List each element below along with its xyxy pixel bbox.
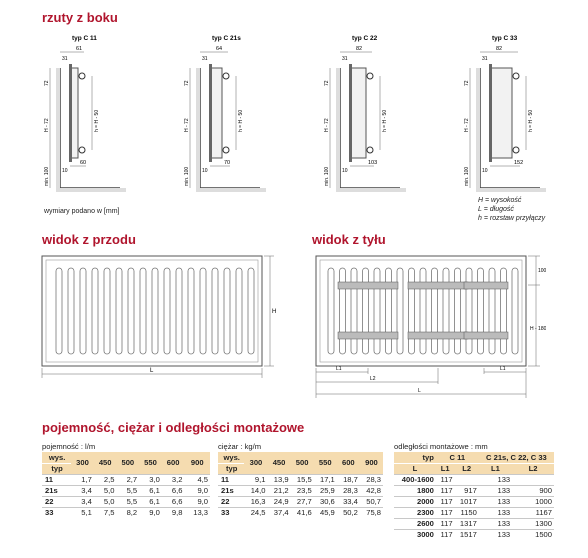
back-fin	[363, 268, 369, 354]
capacity-h2: 500	[116, 452, 139, 474]
mounting-row	[394, 507, 554, 518]
front-fin	[164, 268, 170, 354]
capacity-cell: 4,5	[184, 474, 210, 485]
weight-cell: 14,0	[244, 485, 267, 496]
capacity-cell: 3,4	[71, 496, 94, 507]
h72-dim: 72	[324, 80, 330, 86]
weight-row	[218, 496, 383, 507]
capacity-cell: 2,7	[116, 474, 139, 485]
capacity-head-wys: wys.	[42, 452, 71, 463]
back-fin	[455, 268, 461, 354]
back-view-drawing	[306, 250, 546, 400]
weight-head-typ: typ	[218, 463, 244, 474]
mounting-cell-c22_l2: 900	[512, 485, 554, 496]
top-connection	[223, 73, 229, 79]
capacity-h0: 300	[71, 452, 94, 474]
back-fin	[466, 268, 472, 354]
floor-hatch	[56, 188, 126, 192]
weight-cell: 24,9	[267, 496, 290, 507]
weight-row-typ: 22	[218, 496, 244, 507]
top-connection	[367, 73, 373, 79]
back-l1-right: L1	[500, 366, 506, 372]
front-fin	[200, 268, 206, 354]
front-fin	[236, 268, 242, 354]
bottom-dim: 70	[224, 160, 231, 166]
top-connection	[513, 73, 519, 79]
weight-row	[218, 507, 383, 518]
h72-dim: 72	[464, 80, 470, 86]
hm72-dim: H - 72	[184, 118, 190, 132]
mounting-cell-c11_l2: 1017	[455, 496, 479, 507]
capacity-cell: 3,4	[71, 485, 94, 496]
hm50-dim: h = H - 50	[94, 109, 100, 132]
capacity-cell: 9,8	[162, 507, 185, 518]
capacity-cell: 6,1	[139, 485, 162, 496]
back-fin	[478, 268, 484, 354]
floor-hatch	[476, 188, 546, 192]
h72-dim: 72	[184, 80, 190, 86]
mounting-cell-c11_l1: 117	[436, 507, 455, 518]
capacity-cell: 8,2	[116, 507, 139, 518]
d1-dim: 31	[202, 56, 208, 62]
weight-cell: 18,7	[337, 474, 360, 485]
weight-cell: 25,9	[314, 485, 337, 496]
radiator-section	[350, 68, 366, 158]
weight-h4: 600	[337, 452, 360, 474]
bottom-connection	[367, 147, 373, 153]
mounting-subhead-row	[394, 463, 554, 474]
floor-hatch	[336, 188, 406, 192]
weight-row-typ: 21s	[218, 485, 244, 496]
wall-hatch	[56, 68, 60, 192]
weight-cell: 21,2	[267, 485, 290, 496]
weight-head-row	[218, 452, 383, 463]
front-fin	[224, 268, 230, 354]
side-view-type: typ C 22	[352, 35, 378, 42]
mounting-cell-c22_l1: 133	[479, 507, 512, 518]
capacity-cell: 1,7	[71, 474, 94, 485]
mounting-head-c11-l1: L1	[436, 463, 455, 474]
bottom-dim: 60	[80, 160, 87, 166]
top-dim: 64	[216, 46, 223, 52]
mounting-row	[394, 474, 554, 485]
weight-cell: 50,7	[360, 496, 383, 507]
front-view-title: widok z przodu	[42, 232, 136, 247]
weight-cell: 13,9	[267, 474, 290, 485]
mounting-cell-c22_l1: 133	[479, 485, 512, 496]
weight-h2: 500	[291, 452, 314, 474]
weight-h3: 550	[314, 452, 337, 474]
weight-h0: 300	[244, 452, 267, 474]
mounting-cell-c11_l1: 117	[436, 518, 455, 529]
front-fin	[116, 268, 122, 354]
front-fin	[128, 268, 134, 354]
weight-h5: 900	[360, 452, 383, 474]
side-views-drawing	[0, 28, 588, 203]
hm50-dim: h = H - 50	[528, 109, 534, 132]
d2-dim: 10	[342, 168, 348, 174]
weight-cell: 42,8	[360, 485, 383, 496]
mounting-cell-L: 2000	[394, 496, 436, 507]
mounting-cell-c11_l2: 1317	[455, 518, 479, 529]
back-fin	[340, 268, 346, 354]
mounting-cell-L: 1800	[394, 485, 436, 496]
capacity-cell: 9,0	[184, 485, 210, 496]
bottom-connection	[223, 147, 229, 153]
back-h180-label: H - 180	[530, 326, 546, 332]
mounting-head-c22: C 21s, C 22, C 33	[479, 452, 554, 463]
d1-dim: 31	[342, 56, 348, 62]
capacity-cell: 6,6	[162, 496, 185, 507]
weight-cell: 28,3	[337, 485, 360, 496]
mounting-cell-c11_l2	[455, 474, 479, 485]
front-fin	[92, 268, 98, 354]
side-view-type: typ C 11	[72, 35, 97, 42]
weight-row-typ: 11	[218, 474, 244, 485]
back-fin	[420, 268, 426, 354]
back-fin	[397, 268, 403, 354]
mounting-cell-L: 400-1600	[394, 474, 436, 485]
weight-cell: 16,3	[244, 496, 267, 507]
back-fin	[432, 268, 438, 354]
side-view-1	[184, 35, 266, 192]
top-dim: 61	[76, 46, 83, 52]
back-fin	[351, 268, 357, 354]
mounting-head-c11: C 11	[436, 452, 479, 463]
mounting-cell-c22_l2	[512, 474, 554, 485]
capacity-row	[42, 507, 210, 518]
weight-cell: 37,4	[267, 507, 290, 518]
capacity-cell: 3,0	[139, 474, 162, 485]
hm72-dim: H - 72	[44, 118, 50, 132]
mounting-cell-c22_l2: 1500	[512, 529, 554, 540]
wall-hatch	[336, 68, 340, 192]
wall-hatch	[196, 68, 200, 192]
mounting-cell-L: 2300	[394, 507, 436, 518]
front-fin	[80, 268, 86, 354]
side-view-3	[464, 35, 546, 192]
capacity-cell: 5,0	[94, 496, 117, 507]
mounting-row	[394, 529, 554, 540]
mounting-cell-c22_l1: 133	[479, 496, 512, 507]
front-h-label: H	[272, 309, 277, 315]
d2-dim: 10	[202, 168, 208, 174]
capacity-cell: 2,5	[94, 474, 117, 485]
mounting-cell-c22_l1: 133	[479, 474, 512, 485]
floor-hatch	[196, 188, 266, 192]
front-fin	[248, 268, 254, 354]
weight-cell: 9,1	[244, 474, 267, 485]
capacity-row-typ: 33	[42, 507, 71, 518]
top-dim: 82	[496, 46, 503, 52]
weight-cell: 50,2	[337, 507, 360, 518]
bottom-dim: 152	[514, 160, 524, 166]
d2-dim: 10	[62, 168, 68, 174]
front-fin	[176, 268, 182, 354]
back-fin	[501, 268, 507, 354]
back-fin	[443, 268, 449, 354]
back-l2-label: L2	[370, 376, 376, 382]
mounting-row	[394, 518, 554, 529]
wall-hatch	[476, 68, 480, 192]
mounting-cell-c11_l1: 117	[436, 496, 455, 507]
back-fin	[374, 268, 380, 354]
bottom-dim: 103	[368, 160, 378, 166]
capacity-h3: 550	[139, 452, 162, 474]
weight-cell: 23,5	[291, 485, 314, 496]
back-view-title: widok z tyłu	[312, 232, 386, 247]
legend-spacing: h = rozstaw przyłączy	[478, 215, 546, 222]
mounting-head-L: L	[394, 463, 436, 474]
weight-cell: 27,7	[291, 496, 314, 507]
hm72-dim: H - 72	[464, 118, 470, 132]
mounting-caption: odległości montażowe : mm	[394, 442, 488, 451]
weight-row-typ: 33	[218, 507, 244, 518]
capacity-row	[42, 496, 210, 507]
weight-cell: 17,1	[314, 474, 337, 485]
side-view-2	[324, 35, 406, 192]
mounting-cell-c11_l2: 1517	[455, 529, 479, 540]
weight-cell: 33,4	[337, 496, 360, 507]
weight-head-wys: wys.	[218, 452, 244, 463]
weight-cell: 28,3	[360, 474, 383, 485]
weight-cell: 30,6	[314, 496, 337, 507]
legend-length: L = długość	[478, 206, 514, 213]
hm50-dim: h = H - 50	[238, 109, 244, 132]
mounting-head-c22-l2: L2	[512, 463, 554, 474]
bottom-connection	[513, 147, 519, 153]
weight-caption: ciężar : kg/m	[218, 442, 262, 451]
mounting-cell-L: 2600	[394, 518, 436, 529]
back-fin	[386, 268, 392, 354]
capacity-row-typ: 22	[42, 496, 71, 507]
mounting-cell-c22_l1: 133	[479, 529, 512, 540]
mounting-cell-c22_l2: 1167	[512, 507, 554, 518]
mounting-cell-c11_l2: 1150	[455, 507, 479, 518]
front-fin	[104, 268, 110, 354]
capacity-caption: pojemność : l/m	[42, 442, 96, 451]
front-view-drawing	[30, 250, 280, 400]
mounting-cell-c22_l2: 1300	[512, 518, 554, 529]
weight-h1: 450	[267, 452, 290, 474]
capacity-head-row	[42, 452, 210, 463]
front-fin	[140, 268, 146, 354]
back-fin	[512, 268, 518, 354]
side-view-0	[44, 35, 126, 192]
front-fin	[56, 268, 62, 354]
capacity-cell: 6,1	[139, 496, 162, 507]
bracket	[349, 64, 352, 162]
bracket	[209, 64, 212, 162]
d1-dim: 31	[62, 56, 68, 62]
side-views-title: rzuty z boku	[42, 10, 118, 25]
weight-cell: 41,6	[291, 507, 314, 518]
back-100-label: 100	[538, 268, 546, 274]
mounting-cell-c11_l1: 117	[436, 474, 455, 485]
front-l-label: L	[150, 368, 154, 374]
capacity-row-typ: 21s	[42, 485, 71, 496]
legend	[478, 196, 545, 223]
side-view-type: typ C 21s	[212, 35, 241, 42]
back-l1-left: L1	[336, 366, 342, 372]
mounting-head-typ: typ	[394, 452, 436, 463]
capacity-cell: 3,2	[162, 474, 185, 485]
weight-cell: 24,5	[244, 507, 267, 518]
weight-table	[218, 452, 383, 518]
capacity-h1: 450	[94, 452, 117, 474]
back-l-label: L	[418, 388, 421, 394]
weight-cell: 15,5	[291, 474, 314, 485]
mounting-head-c22-l1: L1	[479, 463, 512, 474]
side-view-type: typ C 33	[492, 35, 518, 42]
top-connection	[79, 73, 85, 79]
min100-dim: min. 100	[44, 166, 50, 186]
front-fin	[152, 268, 158, 354]
h72-dim: 72	[44, 80, 50, 86]
mounting-cell-c11_l2: 917	[455, 485, 479, 496]
capacity-h5: 900	[184, 452, 210, 474]
hm72-dim: H - 72	[324, 118, 330, 132]
mounting-row	[394, 485, 554, 496]
hm50-dim: h = H - 50	[382, 109, 388, 132]
mounting-row	[394, 496, 554, 507]
capacity-cell: 5,1	[71, 507, 94, 518]
radiator-section	[490, 68, 512, 158]
mounting-cell-c11_l1: 117	[436, 529, 455, 540]
capacity-cell: 5,5	[116, 485, 139, 496]
capacity-cell: 5,5	[116, 496, 139, 507]
capacity-table	[42, 452, 210, 518]
capacity-head-typ: typ	[42, 463, 71, 474]
top-dim: 82	[356, 46, 363, 52]
capacity-h4: 600	[162, 452, 185, 474]
d2-dim: 10	[482, 168, 488, 174]
min100-dim: min. 100	[464, 166, 470, 186]
bracket	[489, 64, 492, 162]
capacity-cell: 9,0	[139, 507, 162, 518]
mounting-cell-c22_l1: 133	[479, 518, 512, 529]
back-fin	[489, 268, 495, 354]
front-fin	[188, 268, 194, 354]
weight-row	[218, 485, 383, 496]
back-fin	[328, 268, 334, 354]
mounting-cell-c11_l1: 117	[436, 485, 455, 496]
d1-dim: 31	[482, 56, 488, 62]
weight-cell: 75,8	[360, 507, 383, 518]
units-note: wymiary podano w [mm]	[44, 208, 120, 215]
bottom-connection	[79, 147, 85, 153]
weight-row	[218, 474, 383, 485]
capacity-cell: 5,0	[94, 485, 117, 496]
capacity-row	[42, 474, 210, 485]
capacity-row	[42, 485, 210, 496]
capacity-cell: 9,0	[184, 496, 210, 507]
legend-height: H = wysokość	[478, 197, 522, 204]
min100-dim: min. 100	[184, 166, 190, 186]
capacity-cell: 13,3	[184, 507, 210, 518]
capacity-cell: 7,5	[94, 507, 117, 518]
front-fin	[212, 268, 218, 354]
mounting-head-c11-l2: L2	[455, 463, 479, 474]
weight-cell: 45,9	[314, 507, 337, 518]
mounting-cell-c22_l2: 1000	[512, 496, 554, 507]
data-section-title: pojemność, ciężar i odległości montażowe	[42, 420, 305, 435]
capacity-cell: 6,6	[162, 485, 185, 496]
mounting-cell-L: 3000	[394, 529, 436, 540]
mounting-head-row	[394, 452, 554, 463]
capacity-row-typ: 11	[42, 474, 71, 485]
back-fin	[409, 268, 415, 354]
min100-dim: min. 100	[324, 166, 330, 186]
mounting-table	[394, 452, 554, 540]
bracket	[69, 64, 72, 162]
front-fin	[68, 268, 74, 354]
